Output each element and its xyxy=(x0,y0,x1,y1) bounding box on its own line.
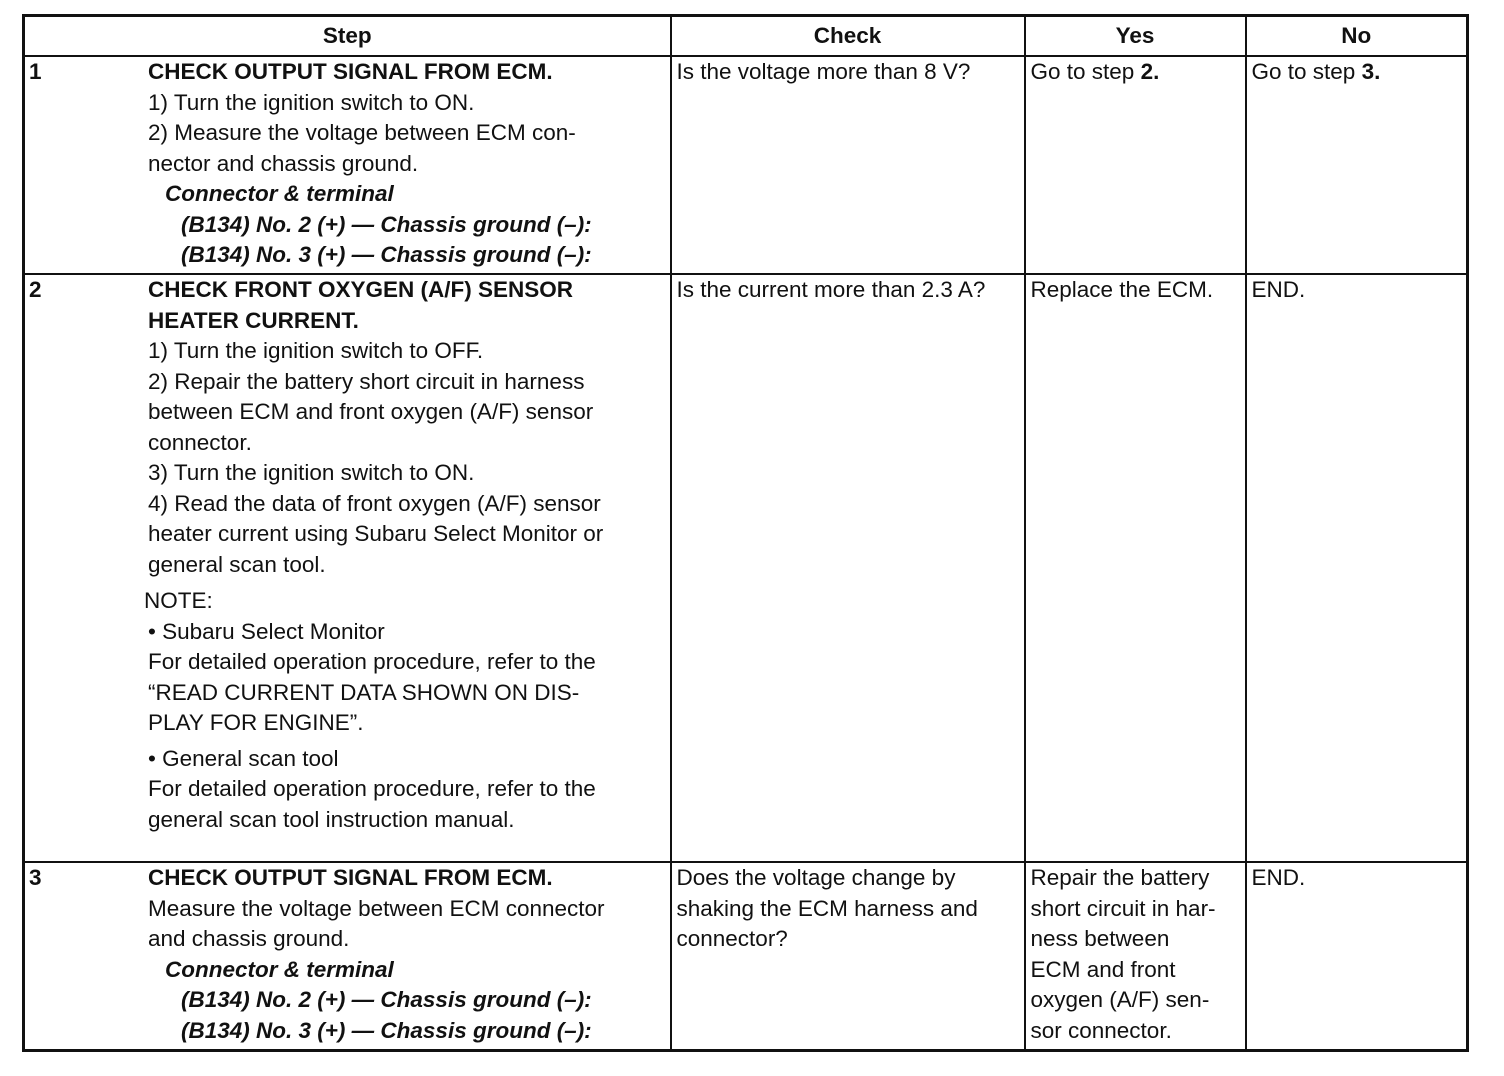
step-line: heater current using Subaru Select Monitor or xyxy=(148,521,604,546)
yes-cell xyxy=(1025,862,1246,1051)
check-cell xyxy=(671,56,1025,274)
table-row xyxy=(24,862,1468,1051)
note-text: PLAY FOR ENGINE”. xyxy=(148,710,364,735)
note-bullet: • Subaru Select Monitor xyxy=(148,618,385,644)
step-line: 3) Turn the ignition switch to ON. xyxy=(148,460,475,485)
connector-line: (B134) No. 3 (+) — Chassis ground (–): xyxy=(181,242,592,267)
yes-prefix: Go to step xyxy=(1030,59,1141,84)
step-title: HEATER CURRENT. xyxy=(148,307,359,333)
step-cell xyxy=(24,56,671,274)
no-step-ref: 3. xyxy=(1361,59,1381,84)
no-prefix: Go to step xyxy=(1251,59,1362,84)
yes-text: Replace the ECM. xyxy=(1030,277,1214,302)
note-heading: NOTE: xyxy=(144,588,213,613)
check-text: Is the voltage more than 8 V? xyxy=(676,59,971,84)
no-cell xyxy=(1246,274,1468,862)
step-number: 1 xyxy=(29,59,42,84)
check-text: shaking the ECM harness and xyxy=(676,895,978,921)
note-text: “READ CURRENT DATA SHOWN ON DIS- xyxy=(148,679,580,705)
diagnostic-table xyxy=(22,14,1469,1052)
check-text: connector? xyxy=(676,926,788,951)
table-row xyxy=(24,56,1468,274)
no-text: END. xyxy=(1251,865,1306,890)
step-line: nector and chassis ground. xyxy=(148,150,419,176)
check-text: Does the voltage change by xyxy=(676,865,956,890)
connector-heading: Connector & terminal xyxy=(165,181,394,206)
check-cell xyxy=(671,862,1025,1051)
header-yes: Yes xyxy=(1025,16,1246,57)
connector-line: (B134) No. 3 (+) — Chassis ground (–): xyxy=(181,1017,592,1043)
connector-line: (B134) No. 2 (+) — Chassis ground (–): xyxy=(181,211,592,237)
header-row xyxy=(24,16,1468,57)
step-cell xyxy=(24,862,671,1051)
step-number: 3 xyxy=(29,865,42,890)
no-cell xyxy=(1246,56,1468,274)
step-line: 1) Turn the ignition switch to ON. xyxy=(148,89,475,115)
yes-text: Repair the battery xyxy=(1030,865,1210,890)
yes-step-ref: 2. xyxy=(1140,59,1160,84)
step-cell xyxy=(24,274,671,862)
yes-text: ness between xyxy=(1030,926,1170,951)
step-line: general scan tool. xyxy=(148,551,326,577)
connector-heading: Connector & terminal xyxy=(165,956,394,982)
connector-line: (B134) No. 2 (+) — Chassis ground (–): xyxy=(181,987,592,1012)
header-no: No xyxy=(1246,16,1468,57)
step-line: 4) Read the data of front oxygen (A/F) sensor xyxy=(148,490,601,516)
header-check: Check xyxy=(671,16,1025,57)
check-text: Is the current more than 2.3 A? xyxy=(676,277,986,302)
step-title: CHECK OUTPUT SIGNAL FROM ECM. xyxy=(148,865,553,890)
step-number: 2 xyxy=(29,277,42,302)
step-line: 2) Measure the voltage between ECM con- xyxy=(148,120,576,145)
table-row xyxy=(24,274,1468,862)
check-cell xyxy=(671,274,1025,862)
note-bullet: • General scan tool xyxy=(148,745,339,771)
note-text: For detailed operation procedure, refer to the xyxy=(148,776,596,801)
step-line: between ECM and front oxygen (A/F) sensor xyxy=(148,399,594,424)
step-line: 1) Turn the ignition switch to OFF. xyxy=(148,338,484,363)
step-title: CHECK OUTPUT SIGNAL FROM ECM. xyxy=(148,59,553,84)
yes-text: short circuit in har- xyxy=(1030,895,1216,921)
no-text: END. xyxy=(1251,277,1306,302)
step-title: CHECK FRONT OXYGEN (A/F) SENSOR xyxy=(148,277,574,302)
step-line: connector. xyxy=(148,429,252,455)
yes-text: ECM and front xyxy=(1030,956,1176,982)
yes-text: oxygen (A/F) sen- xyxy=(1030,987,1210,1012)
yes-cell xyxy=(1025,274,1246,862)
yes-text: sor connector. xyxy=(1030,1017,1172,1043)
yes-cell xyxy=(1025,56,1246,274)
step-line: and chassis ground. xyxy=(148,926,350,951)
header-step: Step xyxy=(24,16,671,57)
no-cell xyxy=(1246,862,1468,1051)
step-line: Measure the voltage between ECM connector xyxy=(148,895,605,921)
note-text: general scan tool instruction manual. xyxy=(148,806,515,832)
step-line: 2) Repair the battery short circuit in harness xyxy=(148,368,585,394)
note-text: For detailed operation procedure, refer to the xyxy=(148,649,596,674)
